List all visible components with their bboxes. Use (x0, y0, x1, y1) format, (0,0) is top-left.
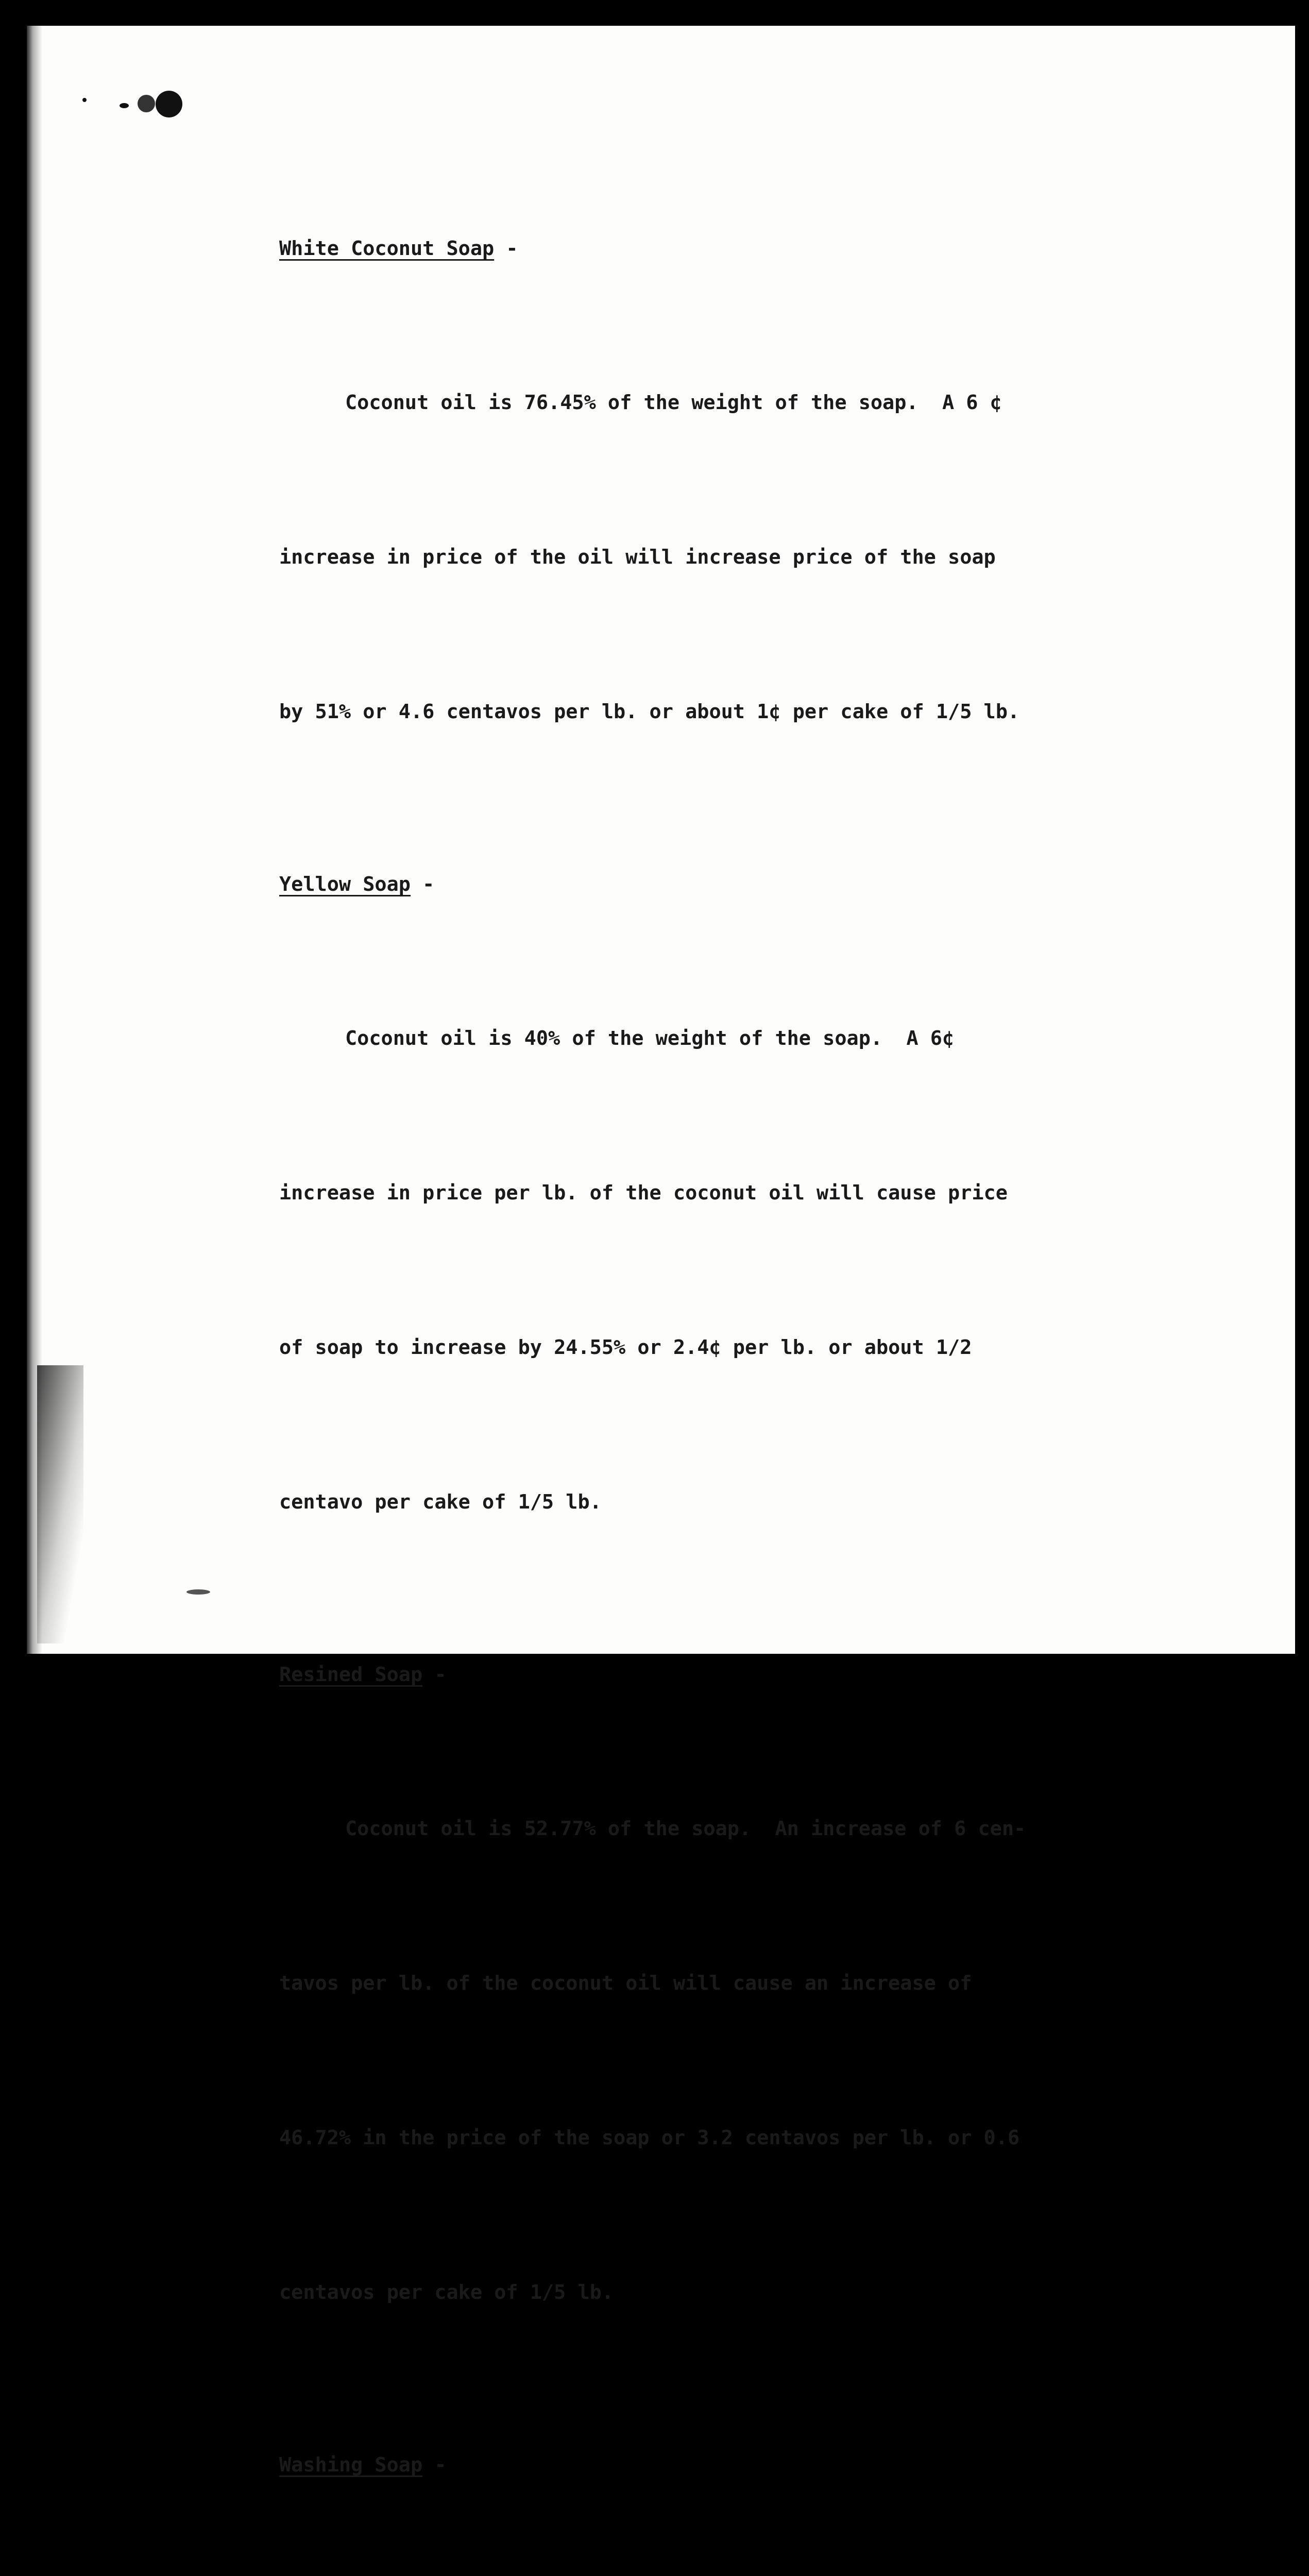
ink-blot (138, 95, 155, 112)
line-text: Coconut oil is 40% of the weight of the soap. A 6¢ (345, 1027, 955, 1050)
paragraph-line: centavo per cake of 1/5 lb. (279, 1490, 602, 1514)
ink-blot (156, 91, 182, 117)
paragraph-line: by 51% or 4.6 centavos per lb. or about 1¢ per cake of 1/5 lb. (279, 700, 1020, 723)
paragraph-line: 46.72% in the price of the soap or 3.2 centavos per lb. or 0.6 (279, 2126, 1020, 2149)
section-heading (279, 868, 1155, 902)
document-body (279, 232, 1155, 2576)
document-page (27, 26, 1295, 2477)
section-paragraph (279, 910, 1155, 1631)
paragraph-line (279, 377, 1155, 429)
heading-dash: - (494, 237, 518, 260)
section-washing-soap (279, 2448, 1155, 2576)
paragraph-line: tavos per lb. of the coconut oil will cause an increase of (279, 1972, 972, 1995)
section-paragraph (279, 1700, 1155, 2421)
scan-smudge (37, 1365, 83, 1643)
section-yellow-soap (279, 868, 1155, 1631)
line-text: Coconut oil is 76.45% of the weight of the soap. A 6 ¢ (345, 391, 1002, 414)
section-heading (279, 1658, 1155, 1692)
section-white-coconut-soap (279, 232, 1155, 841)
paragraph-line: of soap to increase by 24.55% or 2.4¢ per lb. or about 1/2 (279, 1336, 972, 1359)
paragraph-line (279, 1013, 1155, 1064)
ink-blot (186, 1589, 210, 1595)
section-resined-soap (279, 1658, 1155, 2421)
section-paragraph (279, 274, 1155, 841)
section-heading (279, 232, 1155, 266)
section-heading (279, 2448, 1155, 2482)
paragraph-line: increase in price per lb. of the coconut oil will cause price (279, 1181, 1008, 1205)
heading-title: White Coconut Soap (279, 237, 495, 260)
paragraph-line: increase in price of the oil will increase price of the soap (279, 546, 996, 569)
ink-blot (82, 98, 87, 102)
heading-title: Washing Soap (279, 2453, 423, 2477)
paragraph-line: centavos per cake of 1/5 lb. (279, 2281, 614, 2304)
heading-title: Resined Soap (279, 1663, 423, 1686)
ink-blot (120, 103, 129, 108)
line-text: Coconut oil is 52.77% of the soap. An increase of 6 cen- (345, 1817, 1026, 1840)
heading-dash: - (422, 1663, 447, 1686)
paragraph-line (279, 1803, 1155, 1855)
heading-dash: - (422, 2453, 447, 2477)
heading-dash: - (410, 873, 435, 896)
section-paragraph (279, 2490, 1155, 2576)
heading-title: Yellow Soap (279, 873, 411, 896)
